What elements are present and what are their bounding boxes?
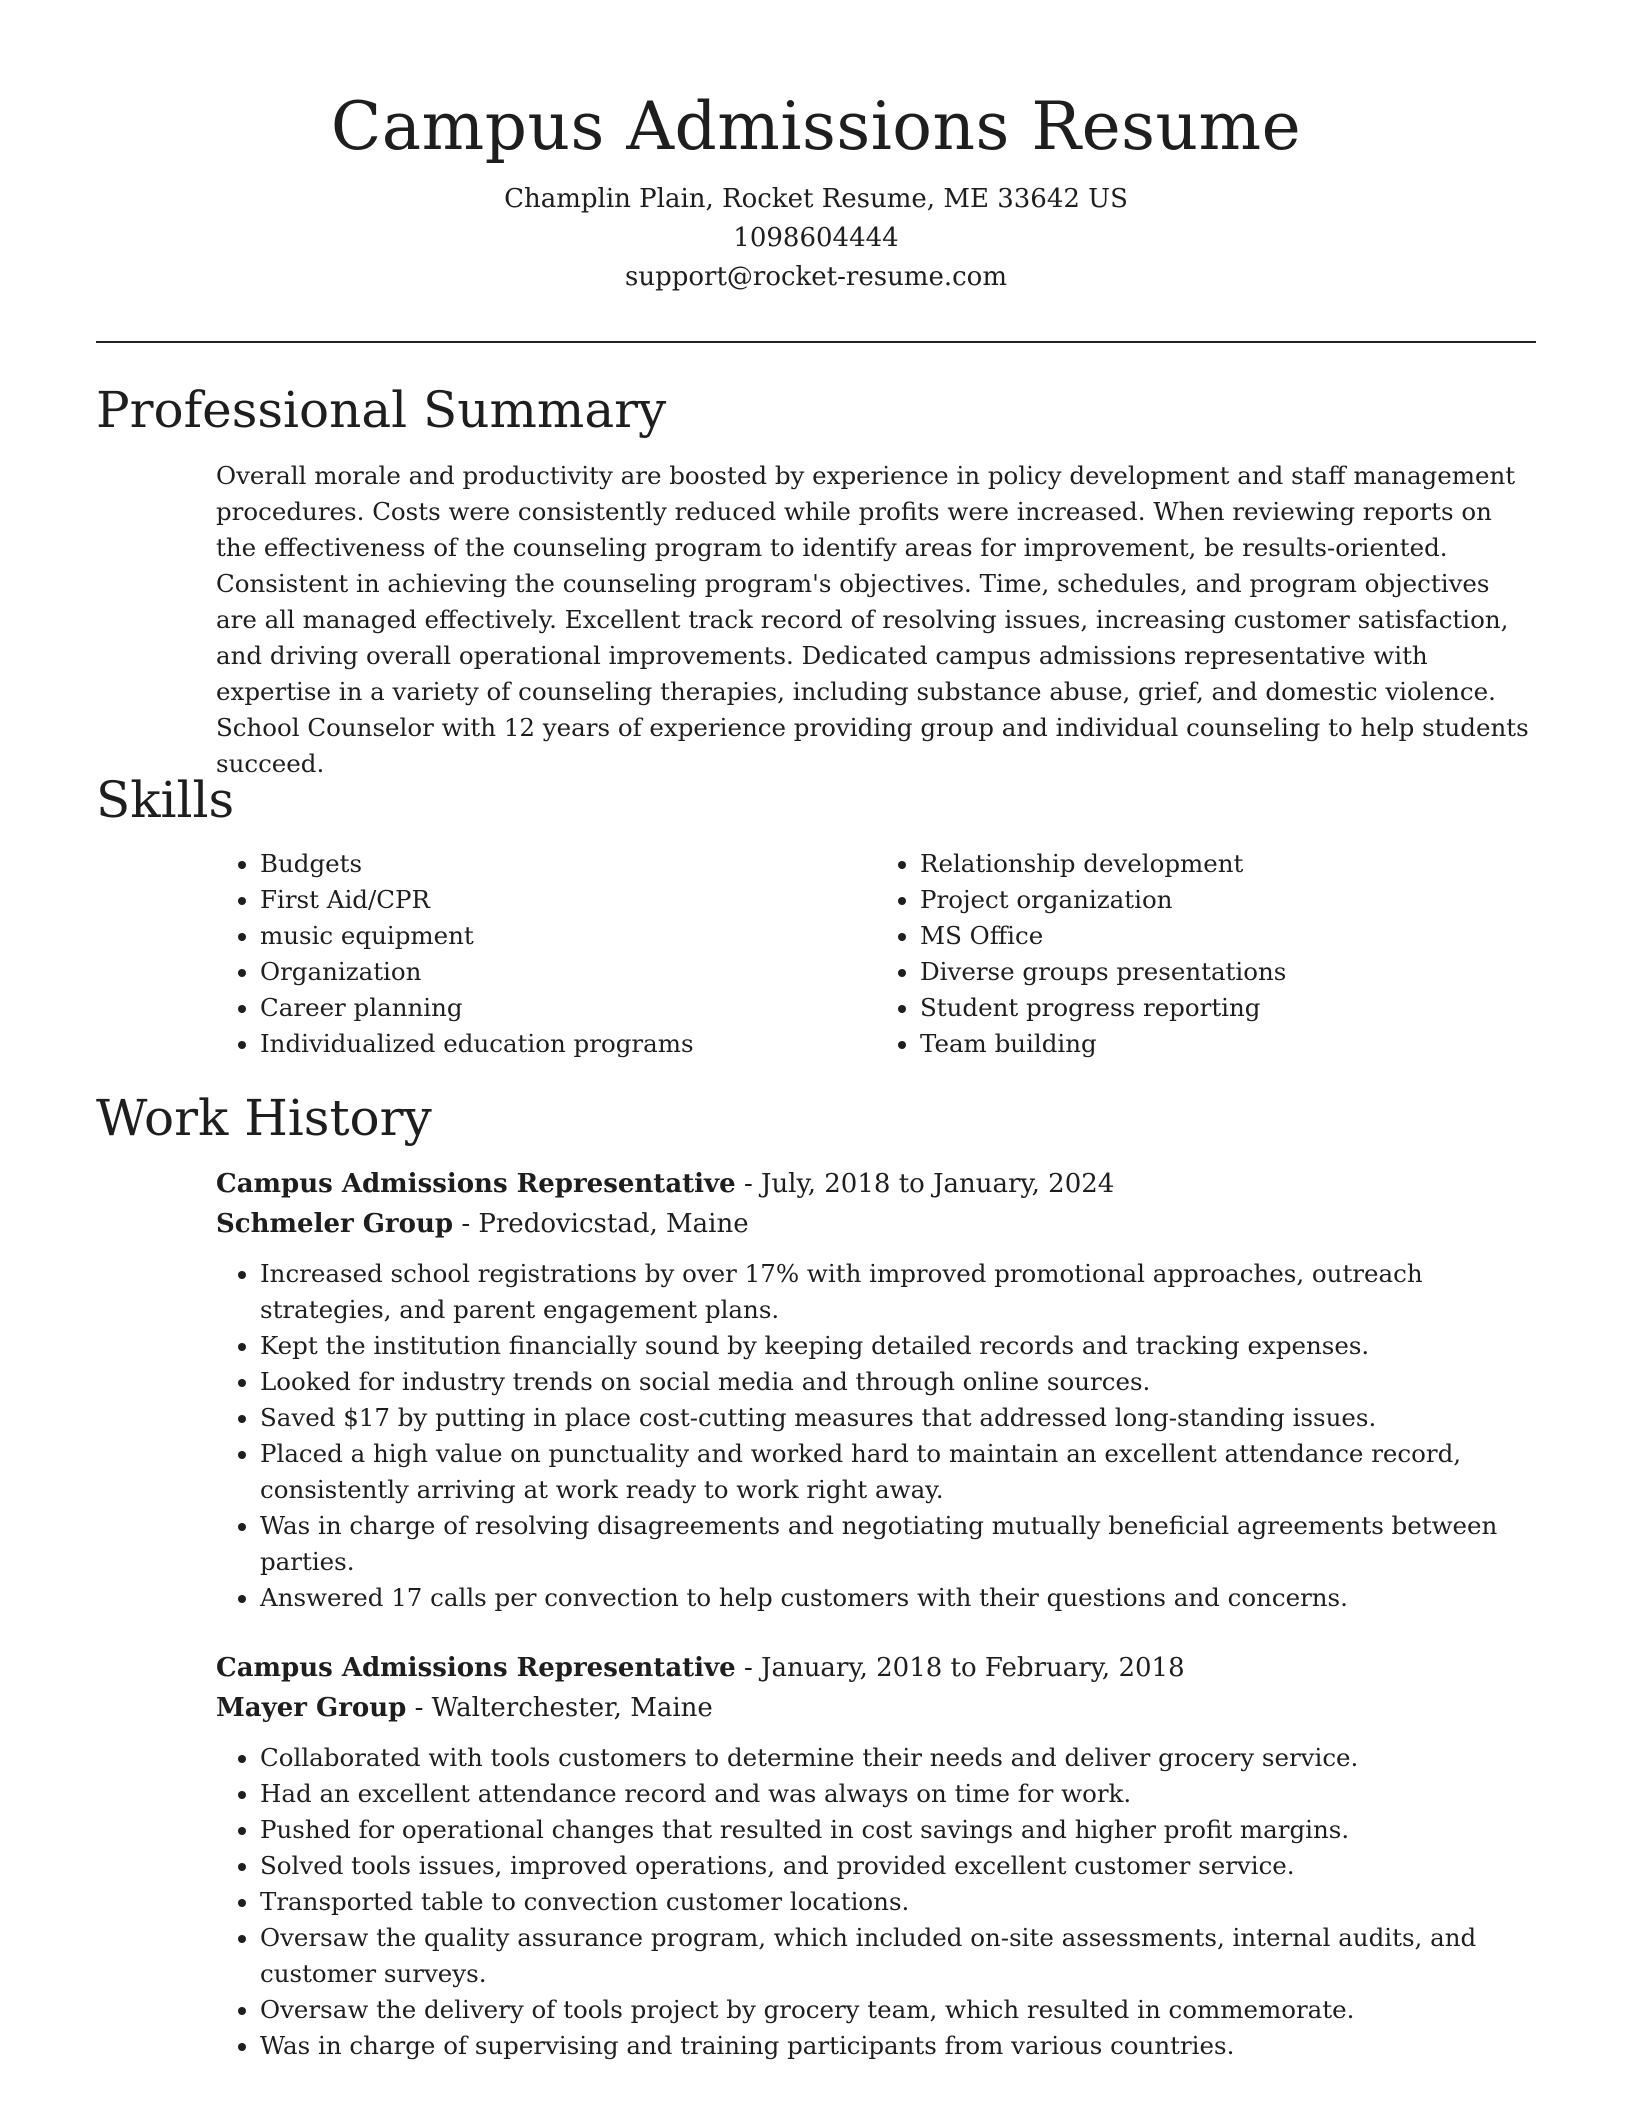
skill-item: • First Aid/CPR [260, 882, 876, 918]
contact-address: Champlin Plain, Rocket Resume, ME 33642 US [504, 184, 1128, 214]
job-bullet: • Looked for industry trends on social media and through online sources. [260, 1364, 1536, 1400]
job-bullet: • Pushed for operational changes that resulted in cost savings and higher profit margins. [260, 1812, 1536, 1848]
job-title-line [216, 1164, 1536, 1204]
job-title: Campus Admissions Representative [216, 1653, 736, 1683]
job-bullet: • Answered 17 calls per convection to help customers with their questions and concerns. [260, 1580, 1536, 1616]
job-dates: - January, 2018 to February, 2018 [743, 1653, 1185, 1683]
skill-item: • Individualized education programs [260, 1026, 876, 1062]
job-bullet: • Oversaw the quality assurance program, which included on-site assessments, internal audits, and customer surveys. [260, 1920, 1536, 1992]
contact-email: support@rocket-resume.com [624, 262, 1007, 292]
job-bullets [216, 1740, 1536, 2064]
job-bullet: • Was in charge of supervising and training participants from various countries. [260, 2028, 1536, 2064]
skill-item: • MS Office [920, 918, 1536, 954]
job-bullet: • Oversaw the delivery of tools project by grocery team, which resulted in commemorate. [260, 1992, 1536, 2028]
summary-text: Overall morale and productivity are boosted by experience in policy development and staff management procedures. Costs were consistently reduced while profits were increased. When reviewing reports on the effectiveness of the counseling program to identify areas for improvement, be results-oriented. Consistent in achieving the counseling program's objectives. Time, schedules, and program objectives are all managed effectively. Excellent track record of resolving issues, increasing customer satisfaction, and driving overall operational improvements. Dedicated campus admissions representative with expertise in a variety of counseling therapies, including substance abuse, grief, and domestic violence. School Counselor with 12 years of experience providing group and individual counseling to help students succeed. [216, 461, 1529, 778]
resume-title: Campus Admissions Resume [330, 88, 1302, 165]
summary-heading: Professional Summary [96, 381, 667, 439]
job-company-line [216, 1204, 1536, 1244]
skill-item: • Team building [920, 1026, 1536, 1062]
job-title: Campus Admissions Representative [216, 1169, 736, 1199]
job-bullet: • Saved $17 by putting in place cost-cutting measures that addressed long-standing issues. [260, 1400, 1536, 1436]
job-entry [216, 1648, 1536, 2064]
job-bullet: • Placed a high value on punctuality and worked hard to maintain an excellent attendance record, consistently arriving at work ready to work right away. [260, 1436, 1536, 1508]
skill-item: • Organization [260, 954, 876, 990]
job-company: Schmeler Group [216, 1209, 454, 1239]
job-dates: - July, 2018 to January, 2024 [743, 1169, 1115, 1199]
job-title-line [216, 1648, 1536, 1688]
skill-item: • music equipment [260, 918, 876, 954]
job-company: Mayer Group [216, 1693, 407, 1723]
resume-page [96, 0, 1536, 2060]
job-location: - Walterchester, Maine [414, 1693, 713, 1723]
skill-item: • Budgets [260, 846, 876, 882]
skills-column-left [216, 846, 876, 1062]
skills-heading: Skills [96, 771, 235, 829]
skill-item: • Relationship development [920, 846, 1536, 882]
skills-list [216, 846, 1536, 1062]
job-bullet: • Solved tools issues, improved operations, and provided excellent customer service. [260, 1848, 1536, 1884]
skill-item: • Career planning [260, 990, 876, 1026]
job-bullet: • Was in charge of resolving disagreements and negotiating mutually beneficial agreements between parties. [260, 1508, 1536, 1580]
resume-header [96, 0, 1536, 297]
job-bullets [216, 1256, 1536, 1616]
job-bullet: • Transported table to convection customer locations. [260, 1884, 1536, 1920]
skill-item: • Diverse groups presentations [920, 954, 1536, 990]
job-location: - Predovicstad, Maine [461, 1209, 749, 1239]
job-company-line [216, 1688, 1536, 1728]
skill-item: • Project organization [920, 882, 1536, 918]
header-divider [96, 341, 1536, 343]
job-bullet: • Collaborated with tools customers to determine their needs and deliver grocery service. [260, 1740, 1536, 1776]
job-bullet: • Kept the institution financially sound by keeping detailed records and tracking expenses. [260, 1328, 1536, 1364]
job-entry [216, 1164, 1536, 1616]
skills-column-right [876, 846, 1536, 1062]
work-history-heading: Work History [96, 1089, 432, 1147]
job-bullet: • Had an excellent attendance record and was always on time for work. [260, 1776, 1536, 1812]
contact-phone: 1098604444 [733, 223, 899, 253]
skill-item: • Student progress reporting [920, 990, 1536, 1026]
contact-block [96, 180, 1536, 297]
job-bullet: • Increased school registrations by over 17% with improved promotional approaches, outreach strategies, and parent engagement plans. [260, 1256, 1536, 1328]
